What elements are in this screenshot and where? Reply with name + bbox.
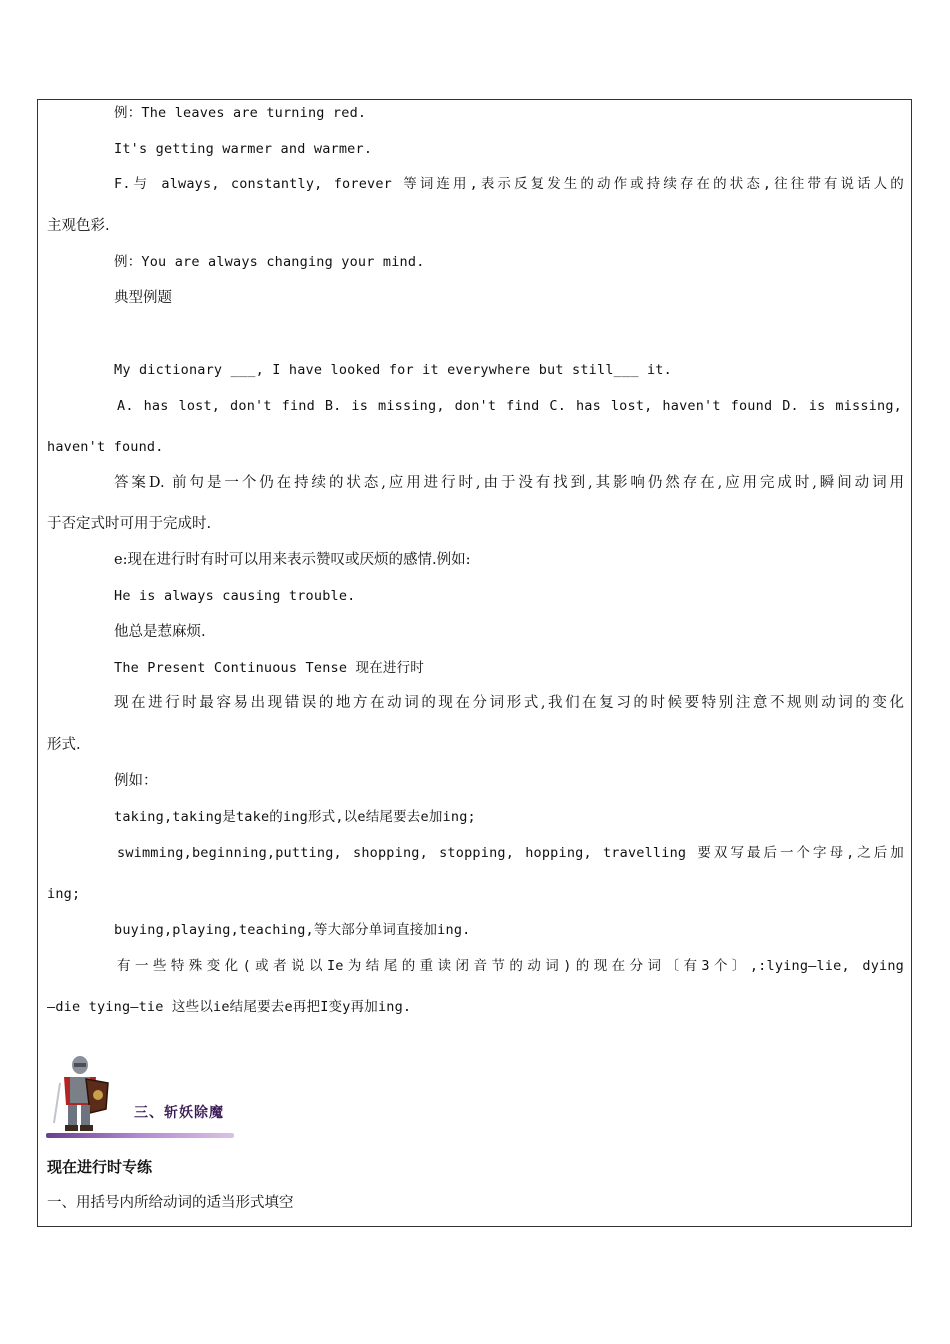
paragraph-line: F.与 always, constantly, forever 等词连用,表示反复发生的动作或持续存在的状态,往往带有说话人的 <box>114 176 905 192</box>
example-line: 例：The leaves are turning red. <box>114 105 367 121</box>
paragraph-line: 他总是惹麻烦. <box>114 624 206 640</box>
rule-line: swimming,beginning,putting, shopping, stopping, hopping, travelling 要双写最后一个字母,之后加 <box>117 845 904 861</box>
rule-line: ing; <box>47 886 81 902</box>
paragraph-line: 例如： <box>114 773 158 789</box>
rule-line: 有一些特殊变化(或者说以Ie为结尾的重读闭音节的动词)的现在分词〔有3个〕,:lying—lie, dying <box>117 958 904 974</box>
paragraph-line: 形式. <box>47 737 81 753</box>
topic-title: The Present Continuous Tense 现在进行时 <box>114 660 425 676</box>
rule-line: taking,taking是take的ing形式,以e结尾要去e加ing; <box>114 809 476 825</box>
section-banner <box>46 1053 236 1141</box>
paragraph-line: 现在进行时最容易出现错误的地方在动词的现在分词形式,我们在复习的时候要特别注意不规则动词的变化 <box>114 695 904 711</box>
banner-underline <box>46 1133 234 1138</box>
answer-line: 答案D. 前句是一个仍在持续的状态,应用进行时,由于没有找到,其影响仍然存在,应用完成时,瞬间动词用 <box>114 475 904 491</box>
section-heading: 现在进行时专练 <box>47 1158 153 1176</box>
options-line: haven't found. <box>47 439 164 455</box>
example-line: 例：You are always changing your mind. <box>114 254 425 270</box>
section-subheading: 一、用括号内所给动词的适当形式填空 <box>47 1195 294 1211</box>
answer-line: 于否定式时可用于完成时. <box>47 516 212 532</box>
subheading: 典型例题 <box>114 290 172 306</box>
example-line: It's getting warmer and warmer. <box>114 141 373 157</box>
rule-line: —die tying—tie 这些以ie结尾要去e再把I变y再加ing. <box>47 999 412 1015</box>
warrior-icon <box>50 1053 120 1135</box>
banner-title: 三、斩妖除魔 <box>134 1105 224 1121</box>
options-line: A. has lost, don't find B. is missing, don't find C. has lost, haven't found D. is missing, <box>117 398 902 414</box>
rule-line: buying,playing,teaching,等大部分单词直接加ing. <box>114 922 471 938</box>
paragraph-line: e:现在进行时有时可以用来表示赞叹或厌烦的感情.例如: <box>114 552 471 568</box>
paragraph-line: 主观色彩. <box>47 218 110 234</box>
example-line: He is always causing trouble. <box>114 588 356 604</box>
question-line: My dictionary ___, I have looked for it everywhere but still___ it. <box>114 362 672 378</box>
